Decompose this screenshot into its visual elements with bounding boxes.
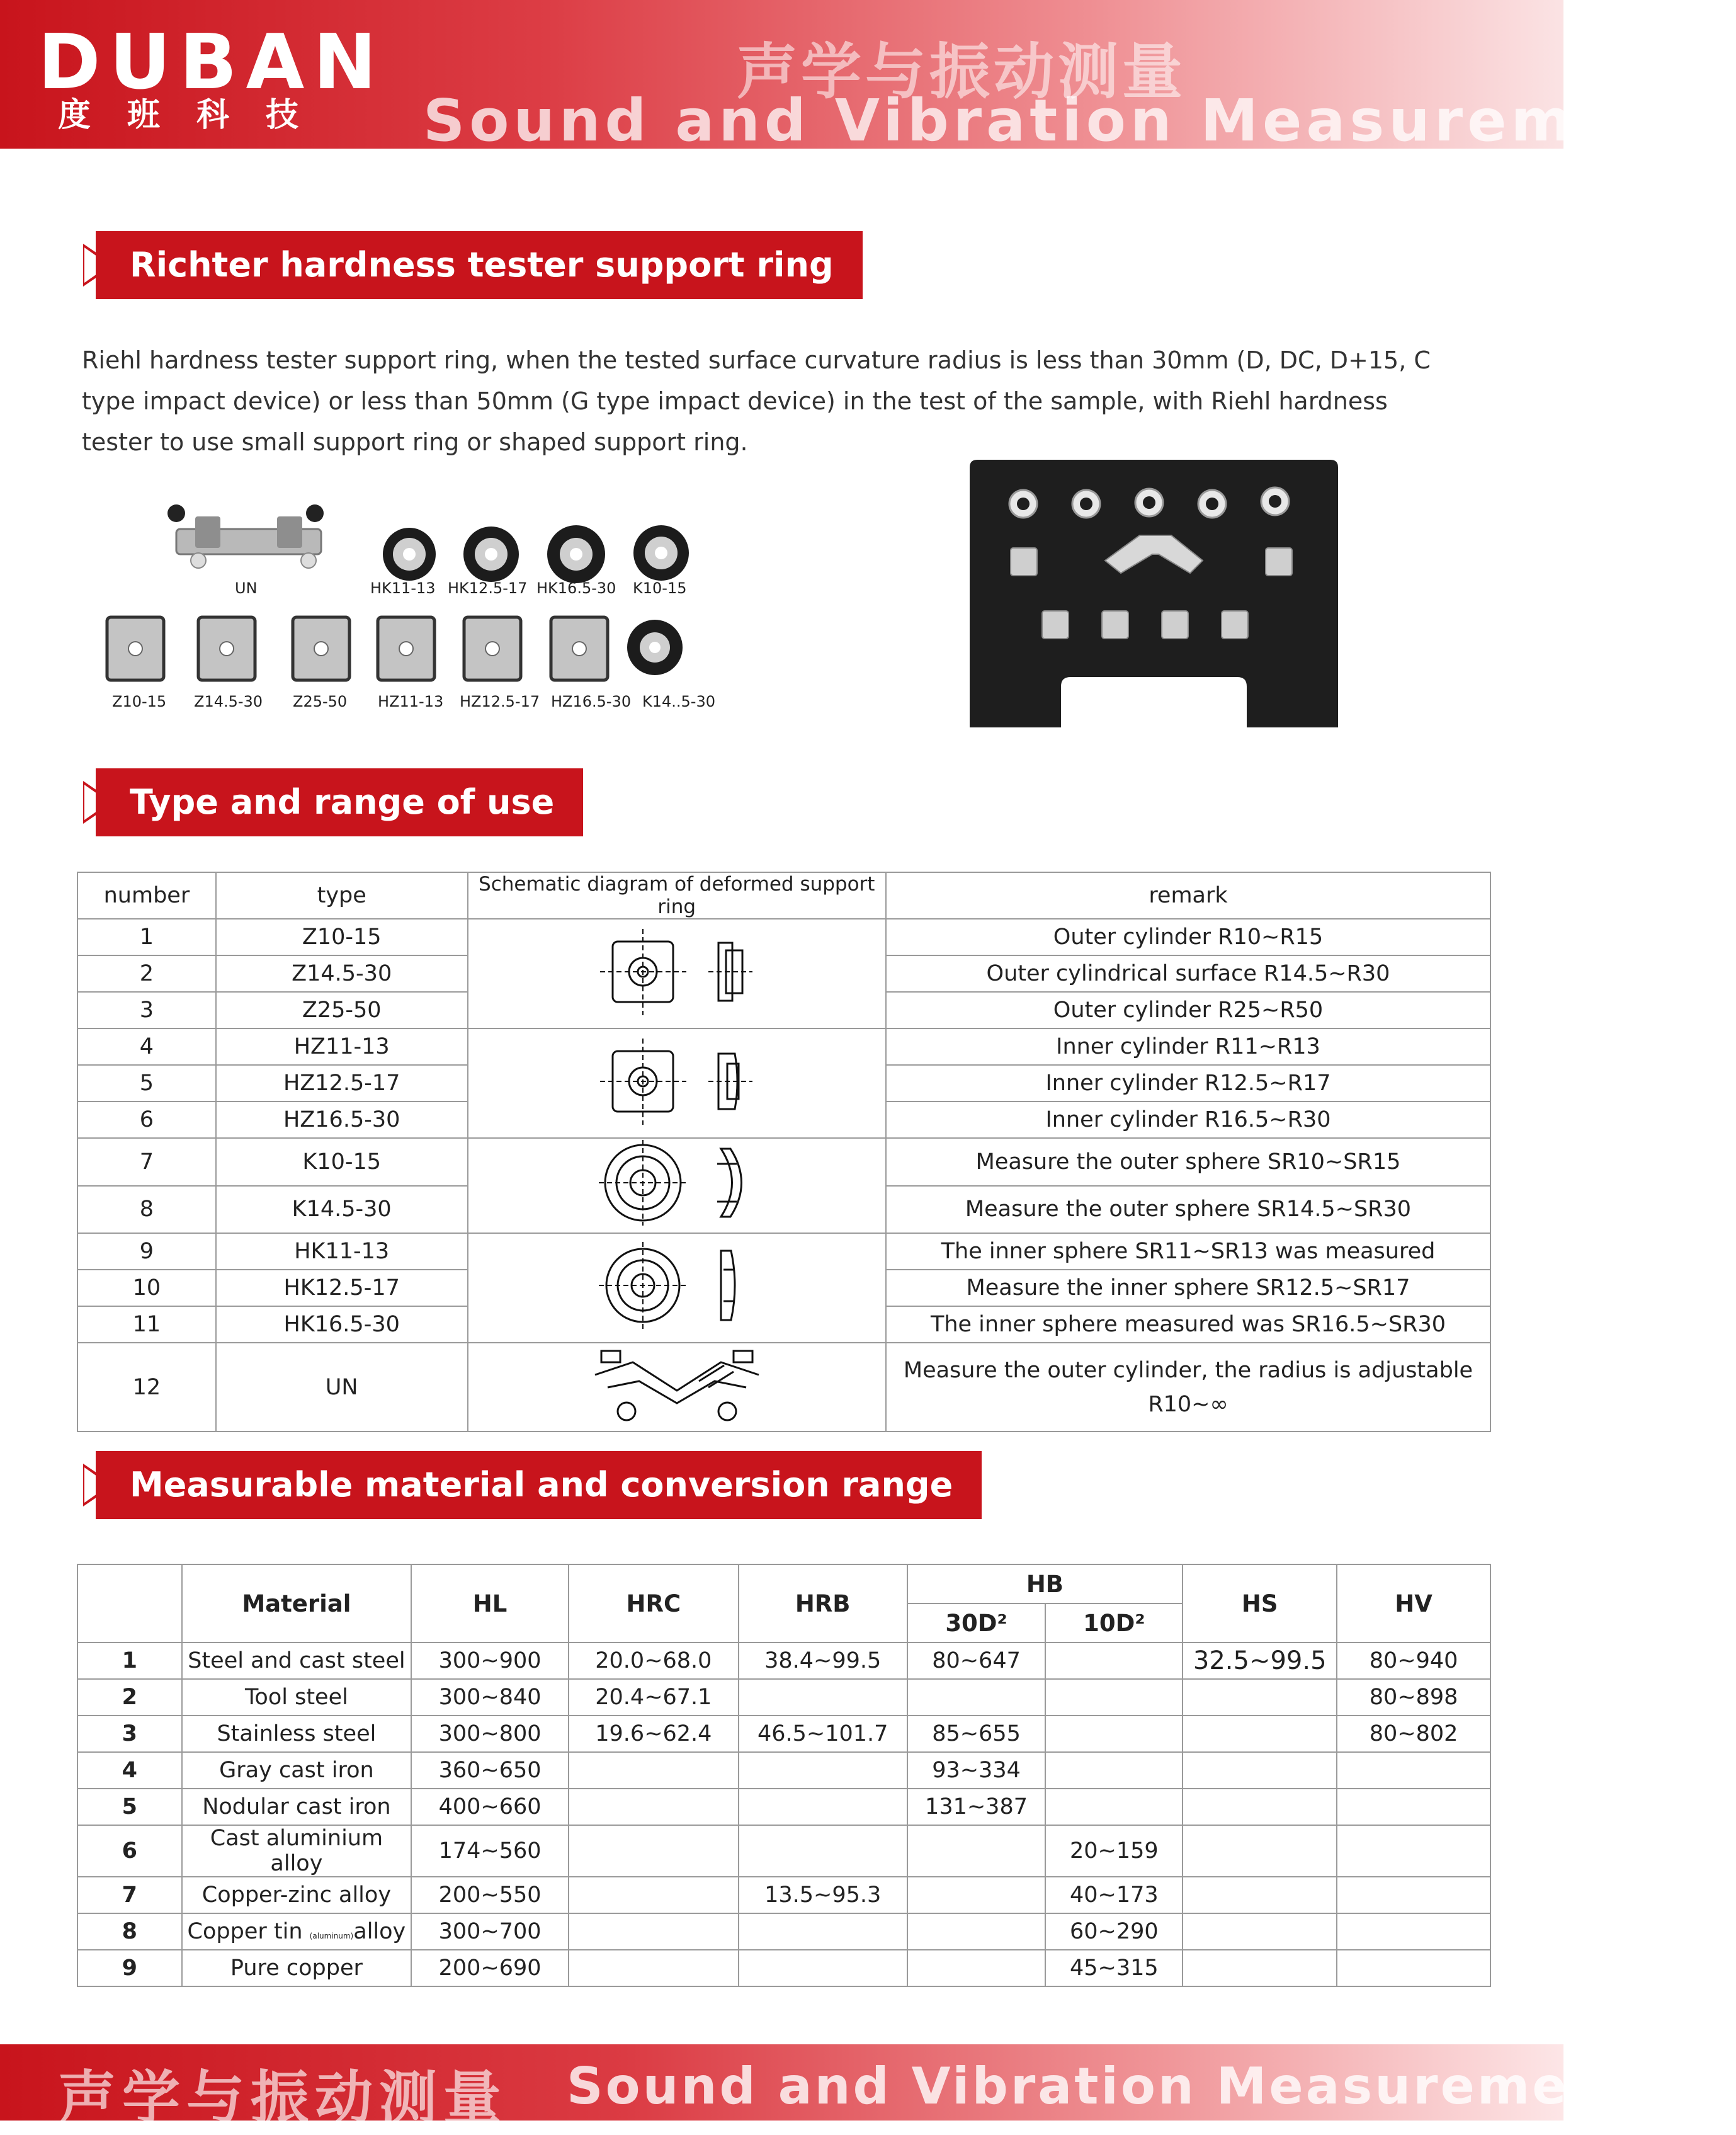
row-number: 2 xyxy=(77,955,216,992)
row-hb30: 80~647 xyxy=(907,1643,1046,1679)
row-hv xyxy=(1337,1789,1490,1825)
row-number: 5 xyxy=(77,1065,216,1102)
ring-caption: Z10-15 xyxy=(112,693,167,710)
row-number: 9 xyxy=(77,1233,216,1270)
hz-ring-schematic-icon xyxy=(595,1033,759,1128)
row-hrb xyxy=(739,1825,907,1877)
row-hb10: 20~159 xyxy=(1045,1825,1183,1877)
row-hb30: 85~655 xyxy=(907,1716,1046,1752)
row-hb10 xyxy=(1045,1643,1183,1679)
row-number: 11 xyxy=(77,1306,216,1343)
section-heading-material-range: Measurable material and conversion range xyxy=(96,1451,982,1519)
row-type: HZ16.5-30 xyxy=(216,1102,468,1138)
brand-logo: DUBAN xyxy=(38,19,385,106)
row-remark: The inner sphere SR11~SR13 was measured xyxy=(886,1233,1490,1270)
row-hb30 xyxy=(907,1913,1046,1950)
row-hb10 xyxy=(1045,1752,1183,1789)
row-hb30: 93~334 xyxy=(907,1752,1046,1789)
row-type: K10-15 xyxy=(216,1138,468,1186)
row-remark: Outer cylindrical surface R14.5~R30 xyxy=(886,955,1490,992)
table-row xyxy=(77,1877,1490,1913)
col-header-hb-30d2: 30D² xyxy=(907,1603,1046,1643)
row-hb30: 131~387 xyxy=(907,1789,1046,1825)
row-index: 3 xyxy=(77,1716,182,1752)
row-type: UN xyxy=(216,1343,468,1432)
row-material-end: alloy xyxy=(353,1919,406,1944)
row-hv: 80~802 xyxy=(1337,1716,1490,1752)
row-type: Z25-50 xyxy=(216,992,468,1028)
row-hl: 360~650 xyxy=(411,1752,569,1789)
table-row xyxy=(77,1950,1490,1986)
row-hrc xyxy=(569,1950,739,1986)
row-hrc xyxy=(569,1789,739,1825)
row-type: Z10-15 xyxy=(216,919,468,955)
row-remark: Inner cylinder R12.5~R17 xyxy=(886,1065,1490,1102)
row-remark: Measure the inner sphere SR12.5~SR17 xyxy=(886,1270,1490,1306)
section-heading-support-ring: Richter hardness tester support ring xyxy=(96,231,863,299)
col-header-remark: remark xyxy=(886,872,1490,919)
row-hb10: 45~315 xyxy=(1045,1950,1183,1986)
row-material: Tool steel xyxy=(182,1679,412,1716)
row-material xyxy=(182,1913,412,1950)
row-hl: 200~690 xyxy=(411,1950,569,1986)
row-remark: Inner cylinder R16.5~R30 xyxy=(886,1102,1490,1138)
row-hrc: 20.0~68.0 xyxy=(569,1643,739,1679)
row-hv xyxy=(1337,1877,1490,1913)
footer-title-cn: 声学与振动测量 xyxy=(58,2064,508,2132)
row-type: HZ11-13 xyxy=(216,1028,468,1065)
row-hv: 80~940 xyxy=(1337,1643,1490,1679)
row-hl: 300~700 xyxy=(411,1913,569,1950)
table-row xyxy=(77,1789,1490,1825)
row-index: 8 xyxy=(77,1913,182,1950)
page-footer xyxy=(0,2044,1667,2132)
row-number: 6 xyxy=(77,1102,216,1138)
material-conversion-table xyxy=(77,1564,1491,1987)
row-hrb xyxy=(739,1950,907,1986)
un-adapter-schematic-icon xyxy=(582,1343,771,1425)
row-remark-line-1: Measure the outer cylinder, the radius is adjustable xyxy=(903,1357,1473,1383)
page-header xyxy=(0,0,1736,154)
col-header-type: type xyxy=(216,872,468,919)
row-hrb: 13.5~95.3 xyxy=(739,1877,907,1913)
row-hrb xyxy=(739,1679,907,1716)
row-number: 12 xyxy=(77,1343,216,1432)
row-hb10 xyxy=(1045,1789,1183,1825)
schematic-hk-ring xyxy=(468,1233,886,1343)
row-hl: 300~800 xyxy=(411,1716,569,1752)
row-hrc: 19.6~62.4 xyxy=(569,1716,739,1752)
col-header-hb: HB xyxy=(907,1564,1183,1603)
ring-caption: HK12.5-17 xyxy=(448,579,528,597)
row-material: Steel and cast steel xyxy=(182,1643,412,1679)
row-remark: Measure the outer sphere SR10~SR15 xyxy=(886,1138,1490,1186)
col-header-hrb: HRB xyxy=(739,1564,907,1643)
col-header-hs: HS xyxy=(1183,1564,1337,1643)
ring-caption: HK16.5-30 xyxy=(536,579,616,597)
row-number: 1 xyxy=(77,919,216,955)
type-range-table xyxy=(77,872,1491,1432)
row-type: K14.5-30 xyxy=(216,1186,468,1234)
col-header-hv: HV xyxy=(1337,1564,1490,1643)
k-ring-schematic-icon xyxy=(595,1139,759,1227)
row-hl: 400~660 xyxy=(411,1789,569,1825)
row-hs xyxy=(1183,1789,1337,1825)
schematic-k-ring xyxy=(468,1138,886,1233)
table-row xyxy=(77,1825,1490,1877)
row-hrb: 46.5~101.7 xyxy=(739,1716,907,1752)
row-remark: Measure the outer sphere SR14.5~SR30 xyxy=(886,1186,1490,1234)
ring-caption: Z25-50 xyxy=(293,693,348,710)
header-title-en: Sound and Vibration Measurements xyxy=(423,87,1736,154)
row-hs xyxy=(1183,1877,1337,1913)
row-index: 4 xyxy=(77,1752,182,1789)
row-hb30 xyxy=(907,1877,1046,1913)
schematic-z-ring xyxy=(468,919,886,1028)
ring-caption: HZ16.5-30 xyxy=(551,693,632,710)
col-header-material: Material xyxy=(182,1564,412,1643)
footer-title-en: Sound and Vibration Measurements xyxy=(567,2057,1667,2115)
row-index: 7 xyxy=(77,1877,182,1913)
row-type: HK16.5-30 xyxy=(216,1306,468,1343)
row-index: 6 xyxy=(77,1825,182,1877)
row-hs xyxy=(1183,1913,1337,1950)
schematic-un-adapter xyxy=(468,1343,886,1432)
ring-caption: K14..5-30 xyxy=(642,693,716,710)
row-hb10: 60~290 xyxy=(1045,1913,1183,1950)
row-hs xyxy=(1183,1950,1337,1986)
row-material: Stainless steel xyxy=(182,1716,412,1752)
row-type: HK11-13 xyxy=(216,1233,468,1270)
row-number: 4 xyxy=(77,1028,216,1065)
table-row xyxy=(77,1752,1490,1789)
row-hb30 xyxy=(907,1679,1046,1716)
row-hb30 xyxy=(907,1950,1046,1986)
row-hb10 xyxy=(1045,1716,1183,1752)
ring-caption: HZ11-13 xyxy=(378,693,444,710)
col-header-hrc: HRC xyxy=(569,1564,739,1643)
row-material-note: (aluminum) xyxy=(309,1932,354,1940)
row-hl: 200~550 xyxy=(411,1877,569,1913)
intro-paragraph: Riehl hardness tester support ring, when the tested surface curvature radius is less than 30mm (D, DC, D+15, C type impact device) or less than 50mm (G type impact device) in the test of the sample, with Riehl hardness tester to use small support ring or shaped support ring. xyxy=(82,346,1431,456)
row-hb30 xyxy=(907,1825,1046,1877)
row-material: Cast aluminium alloy xyxy=(182,1825,412,1877)
row-material-main: Copper tin xyxy=(187,1919,303,1944)
table-row xyxy=(77,1643,1490,1679)
row-index: 1 xyxy=(77,1643,182,1679)
row-material: Gray cast iron xyxy=(182,1752,412,1789)
row-hrc xyxy=(569,1752,739,1789)
ring-caption: Z14.5-30 xyxy=(194,693,263,710)
row-hb10 xyxy=(1045,1679,1183,1716)
row-number: 7 xyxy=(77,1138,216,1186)
row-hv xyxy=(1337,1913,1490,1950)
row-hv xyxy=(1337,1752,1490,1789)
row-hs xyxy=(1183,1679,1337,1716)
row-index: 9 xyxy=(77,1950,182,1986)
row-remark: The inner sphere measured was SR16.5~SR30 xyxy=(886,1306,1490,1343)
row-hrb xyxy=(739,1789,907,1825)
header-title-cn: 声学与振动测量 xyxy=(737,37,1186,107)
row-type: HZ12.5-17 xyxy=(216,1065,468,1102)
row-remark: Inner cylinder R11~R13 xyxy=(886,1028,1490,1065)
table-row xyxy=(77,1679,1490,1716)
support-ring-photo-illustration xyxy=(101,485,724,718)
row-hb10: 40~173 xyxy=(1045,1877,1183,1913)
col-header-number: number xyxy=(77,872,216,919)
section-heading-type-range: Type and range of use xyxy=(96,768,583,836)
z-ring-schematic-icon xyxy=(595,924,759,1018)
row-hs: 32.5~99.5 xyxy=(1183,1643,1337,1679)
ring-caption: HZ12.5-17 xyxy=(460,693,540,710)
row-index: 2 xyxy=(77,1679,182,1716)
col-header-hb-10d2: 10D² xyxy=(1045,1603,1183,1643)
row-index: 5 xyxy=(77,1789,182,1825)
row-hrb: 38.4~99.5 xyxy=(739,1643,907,1679)
row-hv xyxy=(1337,1950,1490,1986)
row-hrc xyxy=(569,1825,739,1877)
row-remark: Outer cylinder R10~R15 xyxy=(886,919,1490,955)
row-hl: 174~560 xyxy=(411,1825,569,1877)
support-ring-photos xyxy=(101,485,724,718)
row-hv: 80~898 xyxy=(1337,1679,1490,1716)
ring-caption: UN xyxy=(235,579,258,597)
ring-caption: HK11-13 xyxy=(370,579,436,597)
brand-logo-cn: 度班科技 xyxy=(58,96,336,134)
row-number: 8 xyxy=(77,1186,216,1234)
row-hrc: 20.4~67.1 xyxy=(569,1679,739,1716)
col-header-index xyxy=(77,1564,182,1643)
row-hrc xyxy=(569,1877,739,1913)
row-hs xyxy=(1183,1716,1337,1752)
row-remark xyxy=(886,1343,1490,1432)
row-material: Copper-zinc alloy xyxy=(182,1877,412,1913)
row-hl: 300~900 xyxy=(411,1643,569,1679)
row-material: Nodular cast iron xyxy=(182,1789,412,1825)
hk-ring-schematic-icon xyxy=(595,1238,759,1333)
row-number: 3 xyxy=(77,992,216,1028)
row-hrb xyxy=(739,1913,907,1950)
table-row xyxy=(77,1913,1490,1950)
table-row xyxy=(77,1716,1490,1752)
row-hs xyxy=(1183,1752,1337,1789)
schematic-hz-ring xyxy=(468,1028,886,1138)
row-hs xyxy=(1183,1825,1337,1877)
row-type: Z14.5-30 xyxy=(216,955,468,992)
row-hrc xyxy=(569,1913,739,1950)
row-hl: 300~840 xyxy=(411,1679,569,1716)
row-hrb xyxy=(739,1752,907,1789)
row-material: Pure copper xyxy=(182,1950,412,1986)
row-number: 10 xyxy=(77,1270,216,1306)
row-remark-line-2: R10~∞ xyxy=(1148,1391,1228,1417)
row-hv xyxy=(1337,1825,1490,1877)
row-remark: Outer cylinder R25~R50 xyxy=(886,992,1490,1028)
support-ring-storage-board xyxy=(970,460,1338,727)
col-header-hl: HL xyxy=(411,1564,569,1643)
ring-caption: K10-15 xyxy=(633,579,687,597)
col-header-schematic: Schematic diagram of deformed support ring xyxy=(468,872,886,919)
row-type: HK12.5-17 xyxy=(216,1270,468,1306)
